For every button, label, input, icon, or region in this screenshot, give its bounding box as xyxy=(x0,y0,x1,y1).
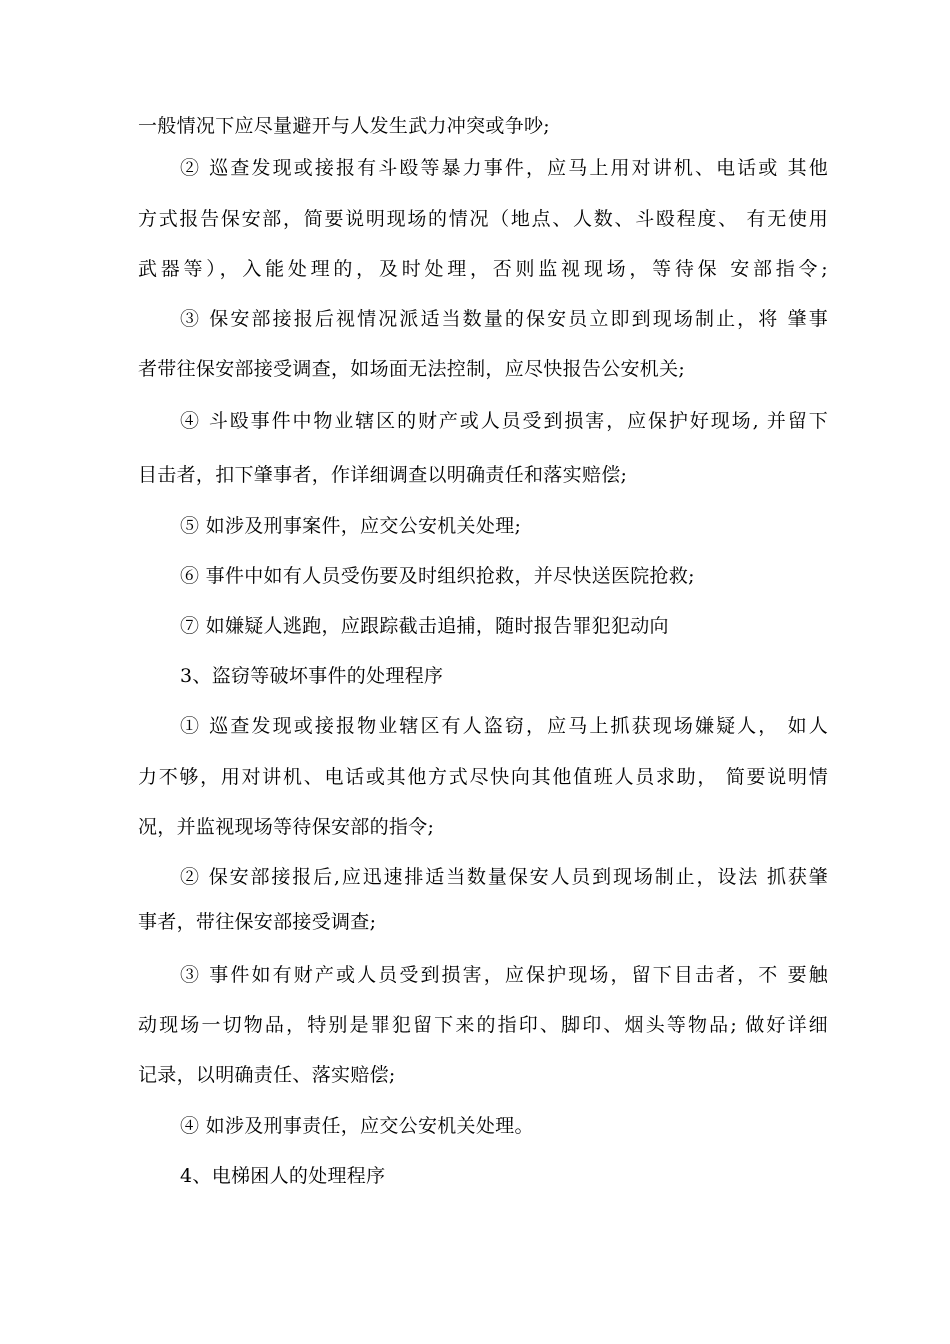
text-line-18: ③ 事件如有财产或人员受到损害，应保护现场，留下目击者，不 要触 xyxy=(180,964,828,986)
text-line-19: 动现场一切物品，特别是罪犯留下来的指印、脚印、烟头等物品; 做好详细 xyxy=(138,1014,828,1036)
text-line-14: 力不够，用对讲机、电话或其他方式尽快向其他值班人员求助， 简要说明情 xyxy=(138,766,828,788)
text-line-4: 武器等），入能处理的，及时处理，否则监视现场，等待保 安部指令; xyxy=(138,258,828,280)
text-line-9: ⑤ 如涉及刑事案件，应交公安机关处理; xyxy=(180,515,522,537)
text-line-20: 记录，以明确责任、落实赔偿; xyxy=(138,1064,396,1086)
text-line-15: 况，并监视现场等待保安部的指令; xyxy=(138,816,435,838)
text-line-10: ⑥ 事件中如有人员受伤要及时组织抢救，并尽快送医院抢救; xyxy=(180,565,695,587)
text-line-1: 一般情况下应尽量避开与人发生武力冲突或争吵; xyxy=(138,115,551,137)
text-line-6: 者带往保安部接受调查，如场面无法控制，应尽快报告公安机关; xyxy=(138,358,686,380)
section-heading-4: 4、电梯困人的处理程序 xyxy=(180,1165,386,1187)
text-line-16: ② 保安部接报后,应迅速排适当数量保安人员到现场制止，设法 抓获肇 xyxy=(180,866,828,888)
text-line-2: ② 巡查发现或接报有斗殴等暴力事件，应马上用对讲机、电话或 其他 xyxy=(180,157,828,179)
text-line-21: ④ 如涉及刑事责任，应交公安机关处理。 xyxy=(180,1115,534,1137)
section-heading-3: 3、盗窃等破坏事件的处理程序 xyxy=(180,665,444,687)
text-line-13: ① 巡查发现或接报物业辖区有人盗窃，应马上抓获现场嫌疑人， 如人 xyxy=(180,715,828,737)
text-line-11: ⑦ 如嫌疑人逃跑，应跟踪截击追捕，随时报告罪犯犯动向 xyxy=(180,615,669,637)
text-line-5: ③ 保安部接报后视情况派适当数量的保安员立即到现场制止，将 肇事 xyxy=(180,308,828,330)
text-line-7: ④ 斗殴事件中物业辖区的财产或人员受到损害，应保护好现场, 并留下 xyxy=(180,410,828,432)
text-line-8: 目击者，扣下肇事者，作详细调查以明确责任和落实赔偿; xyxy=(138,464,628,486)
text-line-17: 事者，带往保安部接受调查; xyxy=(138,911,377,933)
text-line-3: 方式报告保安部，简要说明现场的情况（地点、人数、斗殴程度、 有无使用 xyxy=(138,208,828,230)
